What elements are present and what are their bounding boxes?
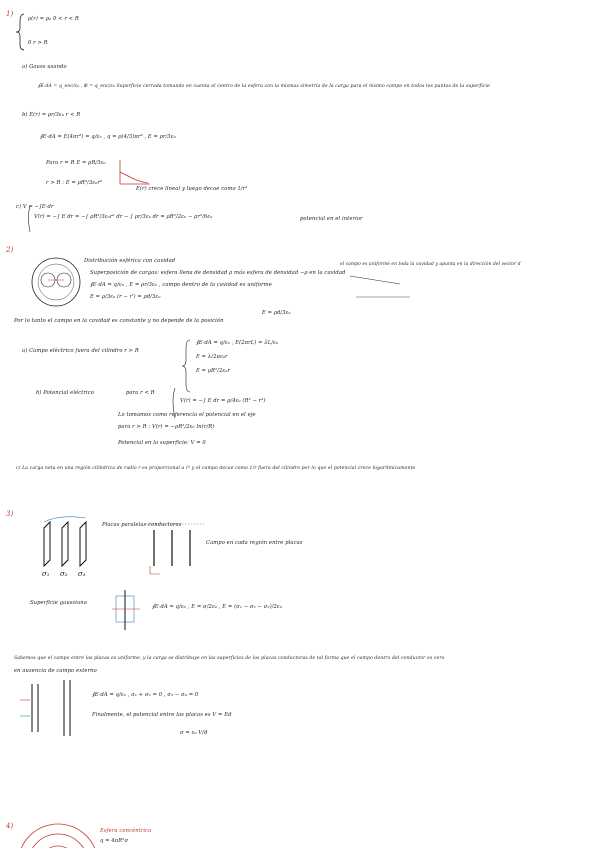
q3-final-eq1: ∮E·dA = q/ε₀ , σ₁ + σ₂ = 0 , σ₃ − σ₄ = 0 <box>92 692 199 698</box>
q3-paragraph2: en ausencia de campo externo <box>14 668 97 674</box>
q3-plates-caption: Placas paralelas conductoras <box>102 522 182 528</box>
q3-gauss-caption: Superficie gaussiana <box>30 600 87 606</box>
gaussian-box-figure <box>112 590 140 630</box>
q1-part-b: b) E(r) = ρr/3ε₀ r < R <box>22 112 81 118</box>
q3-plate-label-1: σ₁ <box>42 570 50 578</box>
e-field-graph-icon <box>120 160 150 184</box>
parallel-plates-figure <box>44 522 86 566</box>
q1-density-b: 0 r > R <box>28 40 48 46</box>
q2-eq1: ∮E·dA = q/ε₀ , E = ρr/3ε₀ , campo dentro de la cavidad es uniforme <box>90 282 272 288</box>
q1-c-equation: V(r) = −∫ E dr = −∫ ρR³/3ε₀r² dr − ∫ ρr/3ε₀ dr = ρR²/2ε₀ − ρr²/6ε₀ <box>34 214 213 220</box>
q2-side-note: el campo es uniforme en toda la cavidad y apunta en la dirección del vector d <box>340 262 521 267</box>
q3-plate-label-2: σ₂ <box>60 570 68 578</box>
q1-gauss-line: ∮E·dA = q_enc/ε₀ , Φ = q_enc/ε₀ Superficie cerrada tomando en cuenta el centro de la esfera con la mismas simetría de la carga para el mismo campo en todos los puntos de la superficie <box>38 84 490 89</box>
q2-b-intro: para r < R <box>126 390 155 396</box>
q4-caption: Esfera concéntrica <box>100 828 152 834</box>
q3-paragraph: Sabemos que el campo entre las placas es uniforme, y la carga se distribuye en las superficies de las placas conductoras de tal forma que el campo dentro del conductor es cero <box>14 656 445 661</box>
q3-final-eq3: σ = ε₀ V/d <box>180 730 208 736</box>
q1-part-c: c) V = −∫E·dr <box>16 204 54 210</box>
q2-a-eq1: ∮E·dA = q/ε₀ , E(2πrL) = λL/ε₀ <box>196 340 279 346</box>
concentric-spheres-figure <box>18 824 98 848</box>
q2-b-eq3: Potencial en la superficie: V = 0 <box>118 440 206 446</box>
q3-plate-label-3: σ₃ <box>78 570 86 578</box>
q2-b-eq1: V(r) = −∫ E dr = ρ/4ε₀ (R² − r²) <box>180 398 266 404</box>
q3-final-eq2: Finalmente, el potencial entre las placas es V = Ed <box>92 712 232 718</box>
q1-b-note2: r > R : E = ρR³/3ε₀r² <box>46 180 103 186</box>
q1-b-equation: ∮E·dA = E(4πr²) = q/ε₀ , q = ρ(4/3)πr³ , E = ρr/3ε₀ <box>40 134 176 140</box>
q2-a-eq3: E = ρR²/2ε₀r <box>196 368 231 374</box>
q2-part-c: c) La carga neta en una región cilíndrica de radio r es proporcional a r² y el campo decae como 1/r fuera del cilindro por lo que el potencial crece logarítmicamente <box>16 466 416 471</box>
q2-eq2: E = ρ/3ε₀ (r − r′) = ρd/3ε₀ <box>90 294 161 300</box>
question-label-3: 3) <box>6 510 14 518</box>
question-label-2: 2) <box>6 246 14 254</box>
q2-part-b: b) Potencial eléctrico <box>36 390 95 396</box>
q2-conclusion: Por lo tanto el campo en la cavidad es constante y no depende de la posición <box>14 318 224 324</box>
q1-part-a: a) Gauss usando <box>22 64 67 70</box>
q2-a-eq2: E = λ/2πε₀r <box>196 354 228 360</box>
plates-side-view <box>154 530 190 566</box>
q3-gauss-equation: ∮E·dA = q/ε₀ , E = σ/2ε₀ , E = (σ₁ − σ₂ − σ₃)/2ε₀ <box>152 604 282 610</box>
lower-plates-figure <box>20 680 70 736</box>
q1-density-a: ρ(r) = ρ₀ 0 < r < R <box>28 16 79 22</box>
sphere-cavity-figure <box>32 258 80 306</box>
question-label-1: 1) <box>6 10 14 18</box>
q2-figure-caption: Distribución esférica con cavidad <box>84 258 176 264</box>
q3-note: Campo en cada región entre placas <box>206 540 303 546</box>
q2-intro: Superposición de cargas: esfera llena de densidad ρ más esfera de densidad −ρ en la cavidad <box>90 270 346 276</box>
q1-c-note: potencial en el interior <box>300 216 363 222</box>
q2-b-note1: Lo tomamos como referencia el potencial en el eje <box>118 412 256 418</box>
q4-equation: q = 4πR²σ <box>100 838 129 844</box>
question-label-4: 4) <box>6 822 14 830</box>
q2-final-equation: E = ρd/3ε₀ <box>262 310 291 316</box>
q2-part-a: a) Campo eléctrico fuera del cilindro r > R <box>22 348 139 354</box>
q1-b-graph-caption: E(r) crece lineal y luego decae como 1/r² <box>136 186 248 192</box>
q2-b-eq2: para r > R : V(r) = −ρR²/2ε₀ ln(r/R) <box>118 424 215 430</box>
q1-b-note1: Para r = R E = ρR/3ε₀ <box>46 160 106 166</box>
